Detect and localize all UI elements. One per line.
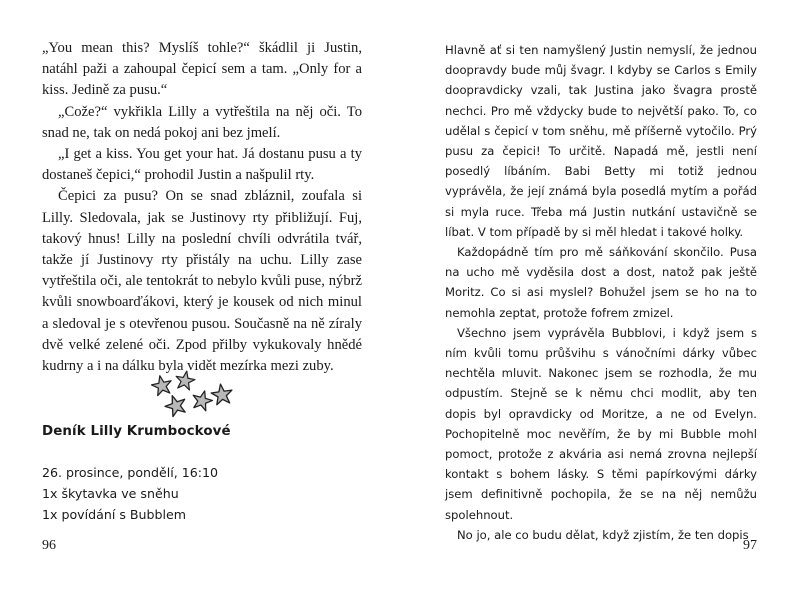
diary-title: Deník Lilly Krumbockové (42, 424, 231, 439)
diary-entry: 1x povídání s Bubblem (42, 507, 187, 522)
page-number-left: 96 (42, 538, 56, 553)
paragraph: „Cože?“ vykřikla Lilly a vytřeštila na něj oči. To snad ne, tak on nedá pokoj ani bez jmelí. (42, 103, 362, 141)
paragraph: Všechno jsem vyprávěla Bubblovi, i když jsem s ním kvůli tomu průšvihu s vánočními dárky vůbec nechtěla mluvit. Nakonec jsem se rozhodla, že mu odpustím. Stejně se k němu chci modlit, aby ten dopis byl opravdicky od Moritze, a ne od Evelyn. Pochopitelně moc nevěřím, že by mi Bubble mohl pomoct, protože z akvária asi nemá zrovna nejlepší kontakt s bohem lásky. S těmi papírkovými dárky jsem definitivně pochopila, že se na něj nemůžu spolehnout. (445, 325, 757, 522)
stars-ornament-icon (150, 370, 235, 418)
diary-entry-date: 26. prosince, pondělí, 16:10 (42, 465, 219, 480)
paragraph: Čepici za pusu? On se snad zbláznil, zoufala si Lilly. Sledovala, jak se Justinovy rty přibližují. Fuj, takový hnus! Lilly na poslední chvíli odvrátila tvář, takže jí Justinovy rty přistály na uchu. Lilly zase vytřeštila oči, ale tentokrát to nebylo kvůli puse, nýbrž kvůli snowboarďákovi, který je kousek od nich minul a sledoval je s otevřenou pusou. Současně na ně zíraly dvě velké zelené oči. Zpod přilby vykukovaly hnědé kudrny a i na dálku byla vidět mezírka mezi zuby. (42, 188, 362, 375)
right-page-body (445, 40, 757, 545)
page-number-right: 97 (743, 538, 757, 553)
paragraph: Hlavně ať si ten namyšlený Justin nemyslí, že jednou doopravdy bude můj švagr. I kdyby se Carlos s Emily doopravdicky vzali, tak Justina jako švagra prostě nechci. Pro mě vždycky bude to největší pako. To, co udělal s čepicí v tom sněhu, mě příšerně vytočilo. Prý pusu za čepici! To určitě. Napadá mě, jestli není posedlý líbáním. Babi Betty mi totiž jednou vyprávěla, že její známá byla posedlá mytím a pořád si myla ruce. Třeba má Justin nutkání ustavičně se líbat. V tom případě by si měl hledat i takové holky. (445, 43, 757, 239)
diary-entry: 1x škytavka ve sněhu (42, 486, 179, 501)
right-page (400, 0, 800, 593)
paragraph: Každopádně tím pro mě sáňkování skončilo. Pusa na ucho mě vyděsila dost a dost, natož pak ještě Moritz. Co si asi myslel? Bohužel jsem se ho na to nemohla zeptat, protože fofrem zmizel. (445, 245, 757, 320)
left-page-body (42, 38, 362, 377)
paragraph: „You mean this? Myslíš tohle?“ škádlil ji Justin, natáhl paži a zahoupal čepicí sem a tam. „Only for a kiss. Jedině za pusu.“ (42, 40, 362, 99)
diary-entries (42, 462, 218, 525)
paragraph: „I get a kiss. You get your hat. Já dostanu pusu a ty dostaneš čepici,“ prohodil Justin a našpulil rty. (42, 146, 362, 184)
paragraph: No jo, ale co budu dělat, když zjistím, že ten dopis (457, 527, 749, 542)
